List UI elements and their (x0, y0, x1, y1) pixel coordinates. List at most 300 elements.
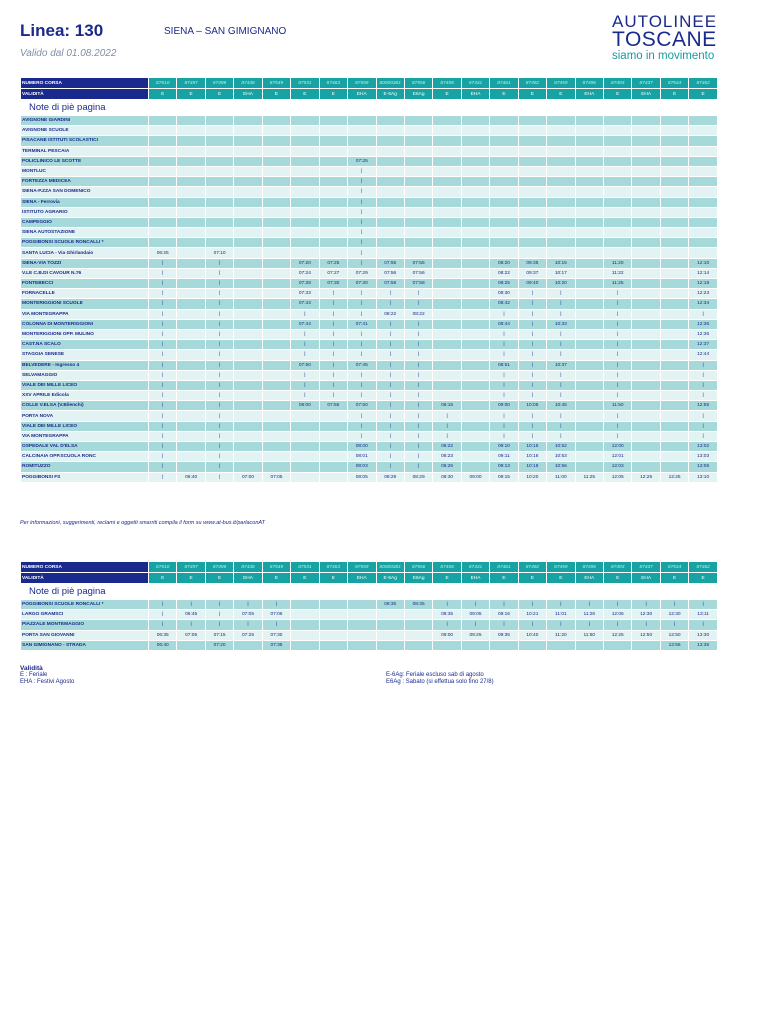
departure-time (263, 157, 290, 166)
departure-time: 07:25 (320, 259, 347, 268)
validity-code: E (320, 573, 347, 583)
run-number: 87437 (632, 562, 659, 572)
departure-time (348, 136, 375, 145)
departure-time (206, 147, 233, 156)
departure-time: | (661, 600, 688, 609)
run-number: 87556 (405, 562, 432, 572)
departure-time (263, 218, 290, 227)
validity-code: E6Ag (405, 89, 432, 99)
departure-time (519, 167, 546, 176)
departure-time (234, 289, 261, 298)
legend-title: Validità (20, 665, 43, 672)
departure-time (661, 187, 688, 196)
departure-time (320, 218, 347, 227)
validity-code: E (604, 573, 631, 583)
departure-time (206, 218, 233, 227)
departure-time: 09:35 (490, 631, 517, 640)
departure-time: | (405, 371, 432, 380)
stop-row (21, 350, 717, 359)
departure-time (604, 136, 631, 145)
departure-time (604, 157, 631, 166)
departure-time (433, 371, 460, 380)
departure-time (576, 167, 603, 176)
stop-name: SELVAMAGGIO (21, 371, 148, 380)
departure-time: 08:42 (490, 299, 517, 308)
departure-time: | (206, 320, 233, 329)
departure-time (206, 208, 233, 217)
departure-time (348, 610, 375, 619)
departure-time: | (149, 371, 176, 380)
departure-time: | (348, 411, 375, 420)
stop-row (21, 641, 717, 650)
departure-time: 07:30 (348, 279, 375, 288)
departure-time (462, 218, 489, 227)
departure-time (576, 116, 603, 125)
departure-time: 07:15 (206, 631, 233, 640)
departure-time (291, 442, 318, 451)
departure-time: 09:40 (519, 279, 546, 288)
departure-time: | (149, 442, 176, 451)
departure-time: | (547, 411, 574, 420)
stop-name: FORTEZZA MEDICEA (21, 177, 148, 186)
departure-time (462, 641, 489, 650)
departure-time (149, 177, 176, 186)
departure-time: | (433, 411, 460, 420)
run-number: 87438 (234, 78, 261, 88)
departure-time: 07:45 (348, 361, 375, 370)
departure-time: 07:25 (234, 631, 261, 640)
departure-time (632, 238, 659, 247)
departure-time: 08:35 (433, 610, 460, 619)
departure-time (348, 126, 375, 135)
departure-time (263, 116, 290, 125)
departure-time (433, 289, 460, 298)
departure-time (433, 167, 460, 176)
departure-time: 10:21 (519, 610, 546, 619)
departure-time (234, 218, 261, 227)
stop-name: VIALE DEI MILLE LICEO (21, 422, 148, 431)
stop-row (21, 340, 717, 349)
departure-time (661, 289, 688, 298)
departure-time: | (519, 381, 546, 390)
departure-time: | (405, 411, 432, 420)
validity-code: E (689, 89, 717, 99)
departure-time: 10:40 (519, 631, 546, 640)
departure-time (661, 126, 688, 135)
departure-time: 06:45 (177, 610, 204, 619)
departure-time: | (547, 381, 574, 390)
departure-time: | (405, 320, 432, 329)
departure-time: 12:30 (632, 610, 659, 619)
departure-time (462, 462, 489, 471)
departure-time (632, 381, 659, 390)
departure-time (632, 259, 659, 268)
departure-time (234, 442, 261, 451)
departure-time: 09:10 (490, 442, 517, 451)
departure-time (576, 310, 603, 319)
departure-time (263, 299, 290, 308)
departure-time: | (490, 371, 517, 380)
departure-time (320, 238, 347, 247)
run-number: 80000381 (377, 78, 404, 88)
departure-time (576, 320, 603, 329)
departure-time: | (547, 371, 574, 380)
stop-row (21, 248, 717, 257)
stop-row (21, 147, 717, 156)
stop-row (21, 259, 717, 268)
departure-time (234, 228, 261, 237)
run-number: 87493 (604, 78, 631, 88)
departure-time: | (206, 340, 233, 349)
departure-time (576, 422, 603, 431)
departure-time (547, 238, 574, 247)
departure-time (632, 177, 659, 186)
stop-name: PISACANE ISTITUTI SCOLASTICI (21, 136, 148, 145)
validity-code: E (519, 89, 546, 99)
departure-time: | (377, 422, 404, 431)
departure-time (433, 126, 460, 135)
departure-time: | (689, 422, 717, 431)
departure-time (547, 157, 574, 166)
departure-time (661, 147, 688, 156)
departure-time: | (377, 432, 404, 441)
departure-time (519, 208, 546, 217)
departure-time (177, 350, 204, 359)
departure-time (405, 157, 432, 166)
departure-time: | (206, 401, 233, 410)
departure-time: | (547, 350, 574, 359)
departure-time (320, 187, 347, 196)
departure-time (234, 147, 261, 156)
departure-time (320, 157, 347, 166)
departure-time: | (206, 442, 233, 451)
departure-time: 07:50 (348, 401, 375, 410)
departure-time: | (519, 432, 546, 441)
departure-time: 10:56 (547, 462, 574, 471)
departure-time (234, 432, 261, 441)
departure-time (405, 641, 432, 650)
departure-time (177, 218, 204, 227)
departure-time: | (433, 620, 460, 629)
departure-time (433, 350, 460, 359)
departure-time: 12:06 (604, 610, 631, 619)
validity-code: EHA (462, 573, 489, 583)
departure-time (576, 218, 603, 227)
departure-time: | (206, 462, 233, 471)
departure-time (547, 177, 574, 186)
stop-row (21, 620, 717, 629)
departure-time: 07:05 (234, 610, 261, 619)
departure-time: | (348, 187, 375, 196)
departure-time: 07:20 (206, 641, 233, 650)
departure-time (234, 462, 261, 471)
run-number: 87459 (547, 562, 574, 572)
departure-time (206, 116, 233, 125)
departure-time (689, 208, 717, 217)
departure-time: | (206, 330, 233, 339)
stop-name: ROMITUZZO (21, 462, 148, 471)
stop-name: VIA MONTEGRAPPA (21, 432, 148, 441)
stop-name: SANTA LUCIA - Via Ghirlandaio (21, 248, 148, 257)
departure-time (576, 269, 603, 278)
departure-time (405, 116, 432, 125)
departure-time: | (547, 330, 574, 339)
departure-time (149, 147, 176, 156)
departure-time: 06:35 (149, 631, 176, 640)
departure-time (177, 462, 204, 471)
departure-time (377, 248, 404, 257)
stop-row (21, 279, 717, 288)
departure-time: 09:13 (490, 462, 517, 471)
departure-time (576, 350, 603, 359)
departure-time: 07:55 (405, 259, 432, 268)
departure-time (377, 116, 404, 125)
departure-time (433, 147, 460, 156)
departure-time (632, 116, 659, 125)
departure-time: | (377, 442, 404, 451)
departure-time: 08:00 (348, 442, 375, 451)
departure-time (462, 411, 489, 420)
departure-time (661, 442, 688, 451)
departure-time (320, 126, 347, 135)
footnote-row (21, 584, 717, 599)
departure-time (320, 228, 347, 237)
departure-time: | (433, 422, 460, 431)
departure-time: | (348, 299, 375, 308)
departure-time (632, 299, 659, 308)
departure-time: | (263, 600, 290, 609)
departure-time (348, 620, 375, 629)
departure-time (462, 289, 489, 298)
departure-time: 08:05 (348, 473, 375, 482)
stop-row (21, 432, 717, 441)
departure-time (689, 167, 717, 176)
stop-row (21, 228, 717, 237)
departure-time (177, 401, 204, 410)
departure-time: | (320, 289, 347, 298)
run-number: 87438 (234, 562, 261, 572)
departure-time: 07:25 (348, 157, 375, 166)
departure-time: | (689, 411, 717, 420)
departure-time (291, 167, 318, 176)
stop-name: FONTEBECCI (21, 279, 148, 288)
departure-time: | (206, 299, 233, 308)
departure-time (661, 248, 688, 257)
departure-time: | (519, 350, 546, 359)
departure-time: | (377, 391, 404, 400)
stop-row (21, 610, 717, 619)
departure-time: 07:10 (206, 248, 233, 257)
departure-time (320, 610, 347, 619)
departure-time (632, 208, 659, 217)
departure-time: 08:20 (490, 259, 517, 268)
departure-time (689, 177, 717, 186)
run-number-label: NUMERO CORSA (21, 78, 148, 88)
departure-time (519, 136, 546, 145)
run-number: 87497 (177, 562, 204, 572)
departure-time (661, 269, 688, 278)
departure-time (149, 116, 176, 125)
departure-time: | (377, 289, 404, 298)
run-number: 87496 (576, 562, 603, 572)
departure-time: 07:58 (405, 279, 432, 288)
departure-time: | (206, 452, 233, 461)
departure-time (519, 126, 546, 135)
departure-time: | (462, 620, 489, 629)
departure-time (462, 350, 489, 359)
departure-time (177, 147, 204, 156)
departure-time (149, 126, 176, 135)
departure-time: | (149, 391, 176, 400)
stop-row (21, 330, 717, 339)
departure-time (433, 391, 460, 400)
validity-code: E (177, 573, 204, 583)
departure-time (405, 198, 432, 207)
departure-time: | (689, 381, 717, 390)
departure-time (377, 157, 404, 166)
departure-time: 08:35 (405, 600, 432, 609)
run-number: 87559 (348, 78, 375, 88)
departure-time (320, 620, 347, 629)
departure-time (462, 442, 489, 451)
departure-time (490, 136, 517, 145)
departure-time: | (604, 299, 631, 308)
departure-time: 10:15 (547, 259, 574, 268)
departure-time (291, 187, 318, 196)
departure-time: | (149, 330, 176, 339)
departure-time (177, 126, 204, 135)
validity-label: VALIDITÀ (21, 89, 148, 99)
valid-from: Valido dal 01.08.2022 (20, 48, 117, 59)
departure-time (263, 391, 290, 400)
run-number: 87510 (149, 78, 176, 88)
departure-time (547, 228, 574, 237)
stop-row (21, 631, 717, 640)
departure-time (604, 177, 631, 186)
departure-time: 08:25 (490, 279, 517, 288)
run-number: 87492 (519, 78, 546, 88)
departure-time (149, 157, 176, 166)
departure-time (263, 279, 290, 288)
run-number: 87497 (177, 78, 204, 88)
validity-legend-left (20, 665, 74, 686)
departure-time (661, 259, 688, 268)
departure-time: | (206, 289, 233, 298)
departure-time: 08:44 (490, 320, 517, 329)
departure-time (177, 422, 204, 431)
timetable-1 (20, 77, 718, 483)
departure-time (689, 248, 717, 257)
departure-time (291, 126, 318, 135)
stop-name: MONTERIGGIONI SCUOLE (21, 299, 148, 308)
departure-time: | (405, 401, 432, 410)
departure-time (490, 218, 517, 227)
departure-time: | (519, 361, 546, 370)
departure-time (433, 228, 460, 237)
departure-time (177, 208, 204, 217)
departure-time (149, 187, 176, 196)
departure-time: 07:06 (263, 610, 290, 619)
departure-time: 12:25 (632, 473, 659, 482)
logo-line2: TOSCANE (612, 28, 717, 51)
departure-time (547, 116, 574, 125)
departure-time: 12:50 (632, 631, 659, 640)
departure-time (291, 641, 318, 650)
departure-time: 06:40 (177, 473, 204, 482)
departure-time: 12:00 (604, 442, 631, 451)
departure-time (689, 136, 717, 145)
departure-time: | (490, 411, 517, 420)
departure-time: | (206, 350, 233, 359)
departure-time (320, 631, 347, 640)
departure-time: 08:22 (490, 269, 517, 278)
stop-row (21, 157, 717, 166)
departure-time: | (206, 422, 233, 431)
validity-code: E (519, 573, 546, 583)
departure-time (632, 330, 659, 339)
departure-time: 10:17 (547, 269, 574, 278)
departure-time: 07:27 (320, 269, 347, 278)
departure-time (206, 238, 233, 247)
departure-time (576, 452, 603, 461)
departure-time (462, 116, 489, 125)
departure-time (206, 228, 233, 237)
stop-name: OSPEDALE VAL D'ELSA (21, 442, 148, 451)
departure-time: | (149, 320, 176, 329)
departure-time (689, 218, 717, 227)
departure-time: | (604, 411, 631, 420)
departure-time (263, 177, 290, 186)
departure-time (149, 136, 176, 145)
departure-time (576, 401, 603, 410)
departure-time: 13:03 (689, 452, 717, 461)
departure-time (291, 157, 318, 166)
departure-time: | (405, 452, 432, 461)
departure-time (632, 289, 659, 298)
legend-item: E6Ag : Sabato (si effettua solo fino 27/8) (386, 679, 494, 685)
departure-time (291, 411, 318, 420)
departure-time: 11:50 (576, 631, 603, 640)
departure-time: 11:50 (604, 401, 631, 410)
departure-time: 11:22 (604, 269, 631, 278)
validity-code: EHA (632, 573, 659, 583)
departure-time: 09:05 (462, 610, 489, 619)
departure-time: | (405, 391, 432, 400)
departure-time (576, 299, 603, 308)
departure-time (206, 167, 233, 176)
departure-time: | (604, 350, 631, 359)
stop-row (21, 299, 717, 308)
departure-time (462, 401, 489, 410)
departure-time (263, 238, 290, 247)
departure-time (632, 320, 659, 329)
departure-time (632, 401, 659, 410)
stop-name: POGGIBONSI FS (21, 473, 148, 482)
departure-time (320, 442, 347, 451)
departure-time (405, 126, 432, 135)
departure-time (234, 422, 261, 431)
validity-code: EHA (576, 89, 603, 99)
departure-time: | (604, 340, 631, 349)
departure-time: 07:55 (377, 259, 404, 268)
departure-time (320, 167, 347, 176)
departure-time (177, 269, 204, 278)
departure-time (291, 631, 318, 640)
departure-time (377, 147, 404, 156)
departure-time: | (320, 299, 347, 308)
departure-time (490, 126, 517, 135)
departure-time (177, 340, 204, 349)
